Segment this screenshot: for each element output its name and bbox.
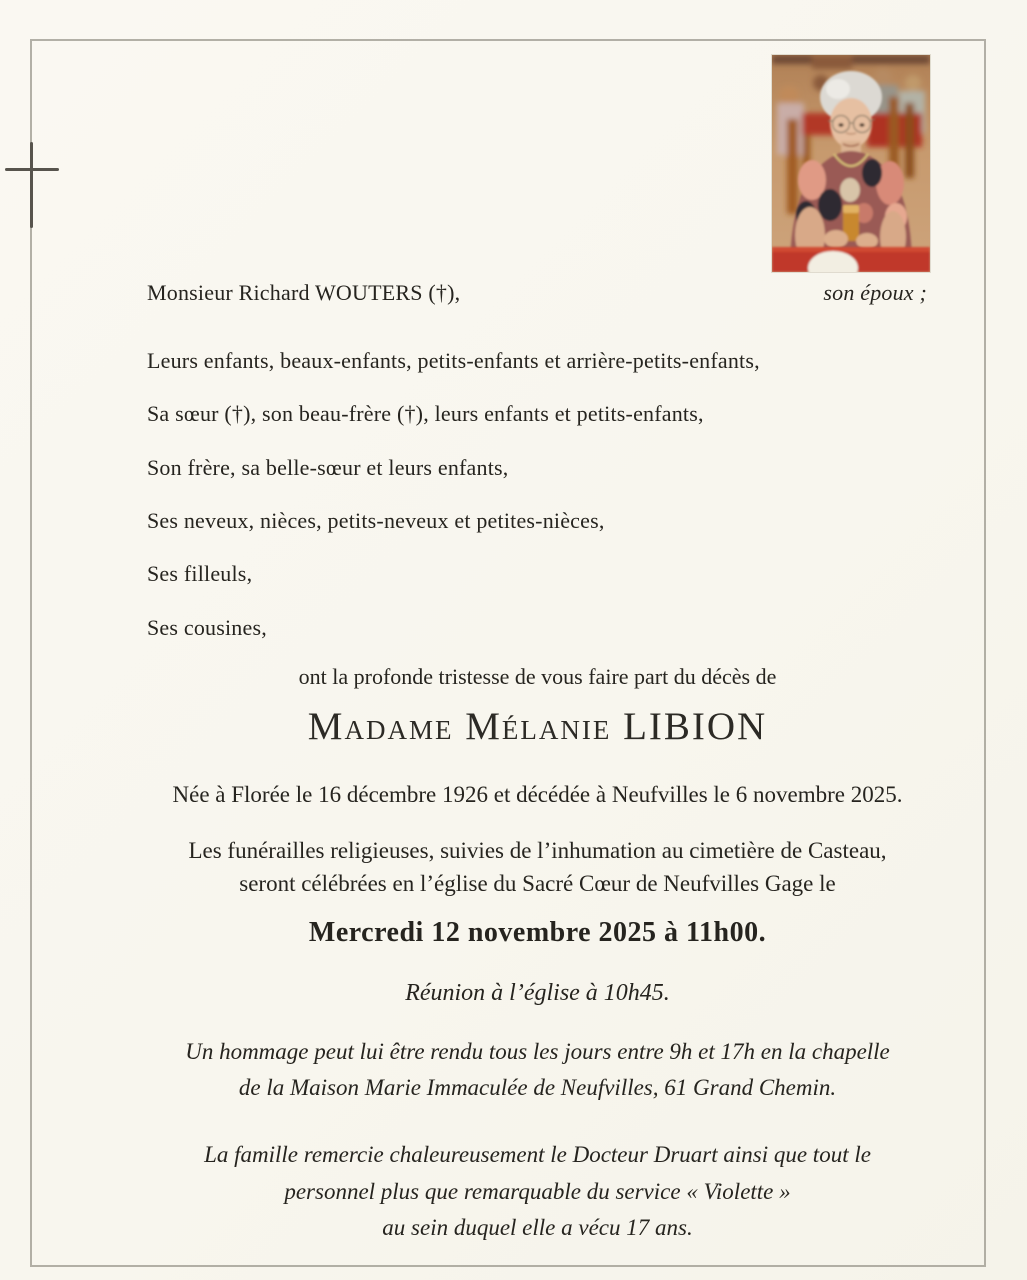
funeral-datetime: Mercredi 12 novembre 2025 à 11h00.: [308, 917, 767, 948]
funeral-details-line1: Les funérailles religieuses, suivies de l’inhumation au cimetière de Casteau,: [188, 838, 887, 863]
life-dates: Née à Florée le 16 décembre 1926 et décédée à Neufvilles le 6 novembre 2025.: [172, 782, 903, 807]
funeral-details-line2: seront célébrées en l’église du Sacré Cœur de Neufvilles Gage le: [239, 871, 836, 896]
mourner-line: Sa sœur (†), son beau-frère (†), leurs enfants et petits-enfants,: [147, 401, 704, 426]
mourner-line: Ses cousines,: [147, 615, 267, 640]
mourner-line: Leurs enfants, beaux-enfants, petits-enfants et arrière-petits-enfants,: [147, 348, 760, 373]
photo-table: [772, 247, 930, 272]
memorial-cross-icon-arm: [5, 168, 59, 171]
portrait-photo: [772, 55, 930, 272]
mourner-relation: son époux ;: [823, 280, 927, 305]
thanks-line1: La famille remercie chaleureusement le Docteur Druart ainsi que tout le: [204, 1142, 871, 1167]
mourner-line: Son frère, sa belle-sœur et leurs enfants,: [147, 455, 509, 480]
tribute-line2: de la Maison Marie Immaculée de Neufvilles, 61 Grand Chemin.: [238, 1075, 837, 1100]
mourner-line: Ses neveux, nièces, petits-neveux et petites-nièces,: [147, 508, 605, 533]
memorial-cross-icon: [30, 142, 33, 228]
mourner-line-spouse: [147, 279, 927, 307]
thanks-line2: personnel plus que remarquable du service « Violette »: [284, 1179, 791, 1204]
tribute-line1: Un hommage peut lui être rendu tous les jours entre 9h et 17h en la chapelle: [185, 1039, 890, 1064]
deceased-name: Madame Mélanie LIBION: [307, 705, 768, 748]
thanks-line3: au sein duquel elle a vécu 17 ans.: [382, 1215, 693, 1240]
mourner-line: Ses filleuls,: [147, 561, 253, 586]
announcement-intro: ont la profonde tristesse de vous faire part du décès de: [298, 664, 777, 689]
mourner-text: Monsieur Richard WOUTERS (†),: [147, 280, 461, 305]
church-meeting-time: Réunion à l’église à 10h45.: [405, 980, 670, 1006]
